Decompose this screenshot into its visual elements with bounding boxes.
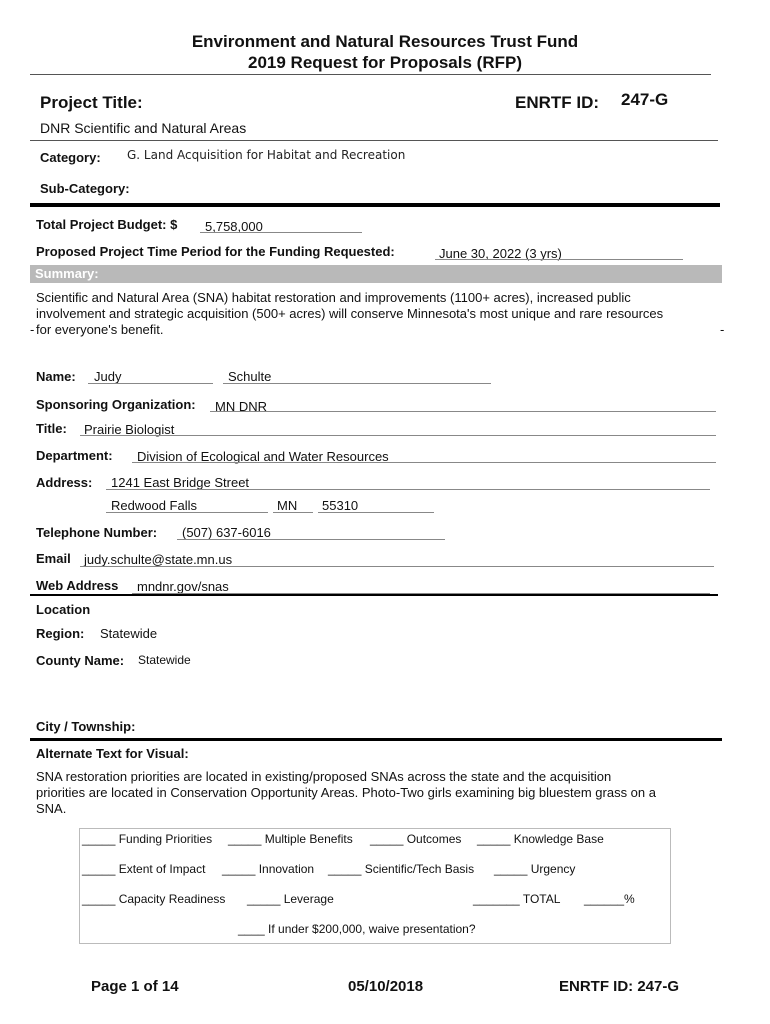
organization-underline: [210, 411, 716, 412]
margin-dash-right: -: [720, 322, 725, 337]
job-title-label: Title:: [36, 421, 67, 436]
email-underline: [80, 566, 714, 567]
budget-label: Total Project Budget: $: [36, 217, 178, 232]
score-funding-priorities: _____ Funding Priorities: [82, 832, 213, 846]
budget-value: 5,758,000: [205, 219, 263, 234]
score-urgency: _____ Urgency: [494, 862, 576, 876]
zip-value: 55310: [322, 498, 359, 513]
alt-text-line-2: priorities are located in Conservation Opportunity Areas. Photo-Two girls examining big bluestem grass on a: [36, 785, 656, 800]
alt-text-line-3: SNA.: [36, 801, 67, 816]
score-knowledge-base: _____ Knowledge Base: [477, 832, 604, 846]
alt-text-label: Alternate Text for Visual:: [36, 746, 189, 761]
email-value: judy.schulte@state.mn.us: [84, 552, 233, 567]
footer-page-number: Page 1 of 14: [91, 978, 179, 995]
street-value: 1241 East Bridge Street: [111, 475, 250, 490]
contact-divider: [30, 594, 718, 596]
score-percent: ______%: [584, 892, 635, 906]
score-waive-presentation: ____ If under $200,000, waive presentation?: [238, 922, 476, 936]
web-address-value: mndnr.gov/snas: [137, 579, 229, 594]
score-multiple-benefits: _____ Multiple Benefits: [228, 832, 353, 846]
score-leverage: _____ Leverage: [247, 892, 334, 906]
project-title-label: Project Title:: [40, 93, 143, 112]
state-underline: [273, 512, 313, 513]
score-scientific-basis: _____ Scientific/Tech Basis: [328, 862, 475, 876]
time-period-label: Proposed Project Time Period for the Funding Requested:: [36, 244, 395, 259]
time-period-underline: [435, 259, 683, 260]
summary-line-2: involvement and strategic acquisition (500+ acres) will conserve Minnesota's most unique and rare resources: [36, 306, 664, 321]
footer-enrtf-id: ENRTF ID: 247-G: [559, 978, 680, 995]
region-label: Region:: [36, 626, 85, 641]
department-label: Department:: [36, 448, 113, 463]
first-name-underline: [88, 383, 213, 384]
category-divider: [30, 203, 720, 207]
footer-date: 05/10/2018: [348, 978, 424, 995]
summary-line-1: Scientific and Natural Area (SNA) habitat restoration and improvements (1100+ acres), increased public: [36, 290, 631, 305]
score-outcomes: _____ Outcomes: [370, 832, 462, 846]
street-underline: [106, 489, 710, 490]
time-period-value: June 30, 2022 (3 yrs): [439, 246, 562, 261]
phone-underline: [177, 539, 445, 540]
department-value: Division of Ecological and Water Resources: [137, 449, 389, 464]
city-value: Redwood Falls: [111, 498, 197, 513]
header-title: Environment and Natural Resources Trust Fund: [191, 32, 579, 51]
score-capacity-readiness: _____ Capacity Readiness: [82, 892, 226, 906]
score-innovation: _____ Innovation: [222, 862, 315, 876]
last-name-value: Schulte: [228, 369, 272, 384]
job-title-value: Prairie Biologist: [84, 422, 175, 437]
email-label: Email: [36, 551, 71, 566]
county-value: Statewide: [138, 653, 191, 667]
last-name-underline: [223, 383, 491, 384]
location-heading: Location: [36, 602, 91, 617]
score-total: _______ TOTAL: [473, 892, 561, 906]
header-subtitle: 2019 Request for Proposals (RFP): [248, 53, 522, 72]
enrtf-id-value: 247-G: [621, 90, 669, 109]
summary-header: Summary:: [30, 265, 722, 283]
address-label: Address:: [36, 475, 93, 490]
city-township-label: City / Township:: [36, 719, 136, 734]
department-underline: [132, 462, 716, 463]
job-title-underline: [80, 435, 716, 436]
state-value: MN: [277, 498, 298, 513]
title-divider: [30, 140, 718, 141]
organization-value: MN DNR: [215, 399, 267, 414]
organization-label: Sponsoring Organization:: [36, 397, 196, 412]
web-address-label: Web Address: [36, 578, 119, 593]
location-divider: [30, 738, 722, 741]
county-label: County Name:: [36, 653, 125, 668]
summary-line-3: for everyone's benefit.: [36, 322, 164, 337]
alt-text-line-1: SNA restoration priorities are located in existing/proposed SNAs across the state and the acquisition: [36, 769, 612, 784]
category-label: Category:: [40, 150, 101, 165]
phone-label: Telephone Number:: [36, 525, 158, 540]
enrtf-id-label: ENRTF ID:: [515, 93, 600, 112]
zip-underline: [318, 512, 434, 513]
budget-underline: [200, 232, 362, 233]
scoring-box: [79, 828, 671, 944]
margin-dash-left: -: [30, 322, 35, 337]
subcategory-label: Sub-Category:: [40, 181, 130, 196]
region-value: Statewide: [100, 626, 158, 641]
name-label: Name:: [36, 369, 76, 384]
city-underline: [106, 512, 268, 513]
first-name-value: Judy: [94, 369, 122, 384]
score-extent-of-impact: _____ Extent of Impact: [82, 862, 206, 876]
header-divider: [30, 74, 711, 75]
phone-value: (507) 637-6016: [182, 525, 271, 540]
project-title-value: DNR Scientific and Natural Areas: [40, 120, 247, 136]
category-value: G. Land Acquisition for Habitat and Recreation: [127, 148, 406, 162]
